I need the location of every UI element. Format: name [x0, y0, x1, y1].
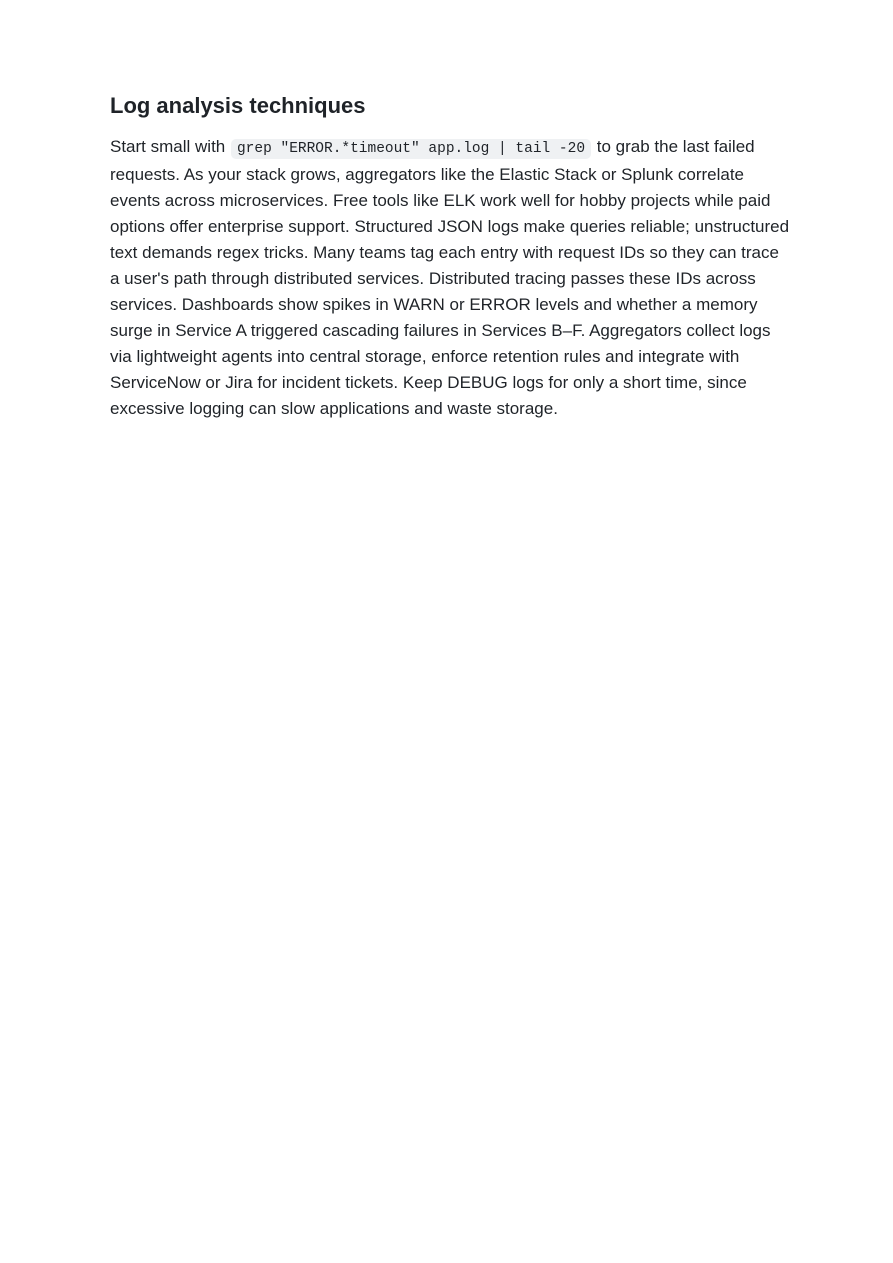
section-heading: Log analysis techniques	[110, 93, 366, 118]
paragraph-text-lead: Start small with	[110, 137, 226, 156]
body-paragraph	[110, 134, 790, 422]
paragraph-text-rest: to grab the last failed requests. As your stack grows, aggregators like the Elastic Stack or Splunk correlate events across microservices. Free tools like ELK work well for hobby projects while paid options offer enterprise support. Structured JSON logs make queries reliable; unstructured text demands regex tricks. Many teams tag each entry with request IDs so they can trace a user's path through distributed services. Distributed tracing passes these IDs across services. Dashboards show spikes in WARN or ERROR levels and whether a memory surge in Service A triggered cascading failures in Services B–F. Aggregators collect logs via lightweight agents into central storage, enforce retention rules and integrate with ServiceNow or Jira for incident tickets. Keep DEBUG logs for only a short time, since excessive logging can slow applications and waste storage.	[110, 137, 790, 418]
inline-code: grep "ERROR.*timeout" app.log | tail -20	[231, 139, 591, 159]
document-page	[110, 90, 790, 422]
